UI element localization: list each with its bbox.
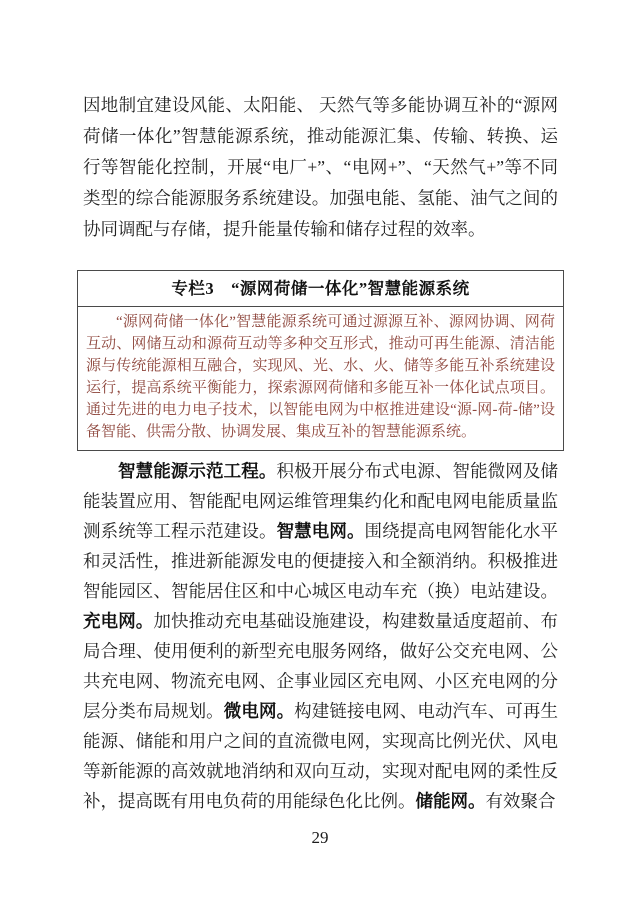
body-paragraph [83,456,558,816]
column-box-body: “源网荷储一体化”智慧能源系统可通过源源互补、源网协调、网荷互动、网储互动和源荷互动等多种交互形式，推动可再生能源、清洁能源与传统能源相互融合，实现风、光、水、火、储等多能互补系统建设运行，提高系统平衡能力，探索源网荷储和多能互补一体化试点项目。通过先进的电力电子技术，以智能电网为中枢推进建设“源-网-荷-储”设备智能、供需分散、协调发展、集成互补的智慧能源系统。 [86,314,555,440]
page-number: 29 [311,828,329,847]
body-text-run: 构建链接电网、电动汽车、可再生能源、储能和用户之间的直流微电网，实现高比例光伏、风电等新能源的高效就地消纳和双向互动，实现对配电网的柔性反补，提高既有用电负荷的用能绿色化比例。 [83,701,559,811]
intro-paragraph: 因地制宜建设风能、太阳能、 天然气等多能协调互补的“源网荷储一体化”智慧能源系统，推动能源汇集、传输、转换、运行等智能化控制，开展“电厂+”、“电网+”、“天然气+”等不同类型的综合能源服务系统建设。加强电能、氢能、油气之间的协同调配与存储，提升能量传输和储存过程的效率。 [83,95,558,239]
column-box-title: 专栏3 “源网荷储一体化”智慧能源系统 [78,271,563,307]
body-text-run: 有效聚合 [485,791,556,811]
bold-term-storage-network: 储能网。 [415,791,486,811]
bold-term-micro-grid: 微电网。 [223,701,295,721]
bold-term-smart-grid: 智慧电网。 [276,521,365,541]
bold-term-smart-energy-demo: 智慧能源示范工程。 [118,461,277,481]
body-text-run: 积极开展分布式电源、智能微网及储能装置应用、智能配电网运维管理集约化和配电网电能质量监测系统等工程示范建设。 [83,461,558,541]
bold-term-charging-network: 充电网。 [83,611,154,631]
page-content [83,90,558,816]
body-text-run: 围绕提高电网智能化水平和灵活性，推进新能源发电的便捷接入和全额消纳。积极推进智能园区、智能居住区和中心城区电动车充（换）电站建设。 [83,521,559,601]
body-text-run: 加快推动充电基础设施建设，构建数量适度超前、布局合理、使用便利的新型充电服务网络，做好公交充电网、公共充电网、物流充电网、企事业园区充电网、小区充电网的分层分类布局规划。 [83,611,559,721]
column-box [77,270,564,451]
